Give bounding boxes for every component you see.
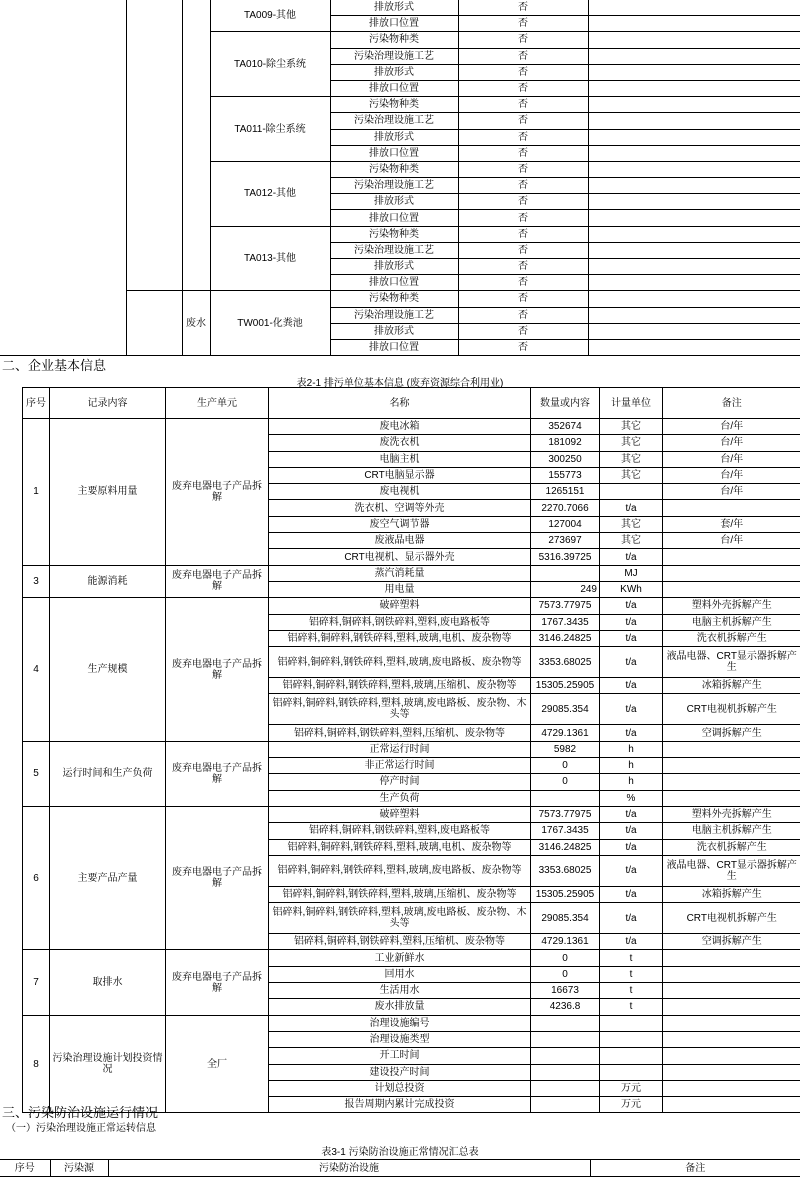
header-measure: 计量单位 — [600, 388, 663, 419]
item-quantity: 352674 — [531, 419, 600, 435]
item-remark — [663, 500, 800, 516]
group-content: 主要原料用量 — [50, 419, 166, 566]
item-name: 报告周期内累计完成投资 — [269, 1097, 531, 1113]
item-measure: 其它 — [600, 467, 663, 483]
group-no: 1 — [23, 419, 50, 566]
item-measure: t/a — [600, 725, 663, 741]
item-name: 生活用水 — [269, 983, 531, 999]
item-name: 非正常运行时间 — [269, 758, 531, 774]
item-quantity: 3146.24825 — [531, 839, 600, 855]
item-quantity: 7573.77975 — [531, 806, 600, 822]
item-remark: 液晶电器、CRT显示器拆解产生 — [663, 855, 800, 886]
item-measure — [600, 1015, 663, 1031]
item-measure: t/a — [600, 598, 663, 614]
item-remark — [663, 1015, 800, 1031]
item-remark — [663, 1080, 800, 1096]
item-remark: 洗衣机拆解产生 — [663, 630, 800, 646]
item-remark — [663, 741, 800, 757]
group-content: 主要产品产量 — [50, 806, 166, 949]
item-name: 铝碎料,铜碎料,钢铁碎料,塑料,废电路板等 — [269, 614, 531, 630]
item-name: 铝碎料,铜碎料,钢铁碎料,塑料,玻璃,废电路板、废杂物、木头等 — [269, 903, 531, 934]
item-measure: 其它 — [600, 419, 663, 435]
item-measure: t/a — [600, 886, 663, 902]
item-name: 废空气调节器 — [269, 516, 531, 532]
item-measure: 万元 — [600, 1080, 663, 1096]
item-quantity: 29085.354 — [531, 694, 600, 725]
water-label: 废水 — [182, 291, 210, 356]
item-remark — [663, 1048, 800, 1064]
item-measure — [600, 1048, 663, 1064]
item-measure: 其它 — [600, 533, 663, 549]
item-quantity: 2270.7066 — [531, 500, 600, 516]
item-name: 停产时间 — [269, 774, 531, 790]
item-remark: 空调拆解产生 — [663, 725, 800, 741]
item-name: 治理设施编号 — [269, 1015, 531, 1031]
item-quantity: 3353.68025 — [531, 647, 600, 678]
item-remark — [663, 966, 800, 982]
item-quantity: 0 — [531, 774, 600, 790]
item-measure: 其它 — [600, 451, 663, 467]
table-row — [23, 565, 800, 581]
group-no: 4 — [23, 598, 50, 741]
item-quantity: 7573.77975 — [531, 598, 600, 614]
item-measure: t — [600, 966, 663, 982]
item-name: 开工时间 — [269, 1048, 531, 1064]
item-quantity: 127004 — [531, 516, 600, 532]
header-remark: 备注 — [663, 388, 800, 419]
table-3-1-caption: 表3-1 污染防治设施正常情况汇总表 — [321, 1147, 479, 1158]
item-quantity — [531, 1048, 600, 1064]
header-no: 序号 — [0, 1160, 50, 1177]
item-measure: h — [600, 758, 663, 774]
item-quantity — [531, 790, 600, 806]
item-quantity: 3146.24825 — [531, 630, 600, 646]
group-no: 5 — [23, 741, 50, 806]
item-measure — [600, 1031, 663, 1047]
item-remark: 台/年 — [663, 419, 800, 435]
item-name: 计划总投资 — [269, 1080, 531, 1096]
item-name: 铝碎料,铜碎料,钢铁碎料,塑料,压缩机、废杂物等 — [269, 725, 531, 741]
item-name: 铝碎料,铜碎料,钢铁碎料,塑料,玻璃,电机、废杂物等 — [269, 839, 531, 855]
item-quantity: 300250 — [531, 451, 600, 467]
item-name: 铝碎料,铜碎料,钢铁碎料,塑料,玻璃,废电路板、废杂物等 — [269, 855, 531, 886]
basic-info-table — [22, 387, 800, 1113]
header-facility: 污染防治设施 — [108, 1160, 590, 1177]
item-remark: 空调拆解产生 — [663, 934, 800, 950]
item-remark: 台/年 — [663, 435, 800, 451]
item-quantity: 15305.25905 — [531, 678, 600, 694]
item-name: 铝碎料,铜碎料,钢铁碎料,塑料,废电路板等 — [269, 823, 531, 839]
item-name: 回用水 — [269, 966, 531, 982]
item-name: 废洗衣机 — [269, 435, 531, 451]
item-quantity: 1767.3435 — [531, 823, 600, 839]
item-measure: t/a — [600, 500, 663, 516]
item-name: 铝碎料,铜碎料,钢铁碎料,塑料,玻璃,压缩机、废杂物等 — [269, 886, 531, 902]
item-quantity — [531, 565, 600, 581]
item-quantity: 4729.1361 — [531, 934, 600, 950]
item-measure: 其它 — [600, 516, 663, 532]
item-remark — [663, 1097, 800, 1113]
item-measure: MJ — [600, 565, 663, 581]
item-name: 铝碎料,铜碎料,钢铁碎料,塑料,压缩机、废杂物等 — [269, 934, 531, 950]
item-quantity: 181092 — [531, 435, 600, 451]
item-name: 铝碎料,铜碎料,钢铁碎料,塑料,玻璃,电机、废杂物等 — [269, 630, 531, 646]
item-measure: t/a — [600, 903, 663, 934]
item-remark: 套/年 — [663, 516, 800, 532]
item-remark — [663, 1064, 800, 1080]
facility-name: TA009-其他 — [210, 0, 330, 32]
facility-name: TA012-其他 — [210, 161, 330, 226]
item-remark: 冰箱拆解产生 — [663, 886, 800, 902]
item-name: 蒸汽消耗量 — [269, 565, 531, 581]
table-row — [23, 598, 800, 614]
item-quantity — [531, 1015, 600, 1031]
item-quantity: 3353.68025 — [531, 855, 600, 886]
item-remark — [663, 950, 800, 966]
section-2-title: 二、企业基本信息 — [2, 358, 107, 373]
item-remark — [663, 790, 800, 806]
item-name: 废液晶电器 — [269, 533, 531, 549]
item-quantity: 15305.25905 — [531, 886, 600, 902]
item-remark: 台/年 — [663, 451, 800, 467]
group-no: 7 — [23, 950, 50, 1015]
item-remark — [663, 581, 800, 597]
item-measure: t/a — [600, 855, 663, 886]
item-quantity: 4236.8 — [531, 999, 600, 1015]
item-remark: CRT电视机拆解产生 — [663, 903, 800, 934]
item-remark: 冰箱拆解产生 — [663, 678, 800, 694]
item-name: 洗衣机、空调等外壳 — [269, 500, 531, 516]
item-quantity: 5316.39725 — [531, 549, 600, 565]
header-remark: 备注 — [590, 1160, 800, 1177]
group-no: 6 — [23, 806, 50, 949]
group-unit: 废弃电器电子产品拆解 — [166, 806, 269, 949]
group-unit: 废弃电器电子产品拆解 — [166, 598, 269, 741]
item-measure — [600, 1064, 663, 1080]
item-quantity — [531, 1064, 600, 1080]
facility-name: TA010-除尘系统 — [210, 32, 330, 97]
item-measure: t/a — [600, 694, 663, 725]
item-remark: 台/年 — [663, 533, 800, 549]
group-content: 运行时间和生产负荷 — [50, 741, 166, 806]
item-remark — [663, 1031, 800, 1047]
item-name: 废电视机 — [269, 484, 531, 500]
table-row — [23, 419, 800, 435]
item-measure: 其它 — [600, 435, 663, 451]
item-remark: CRT电视机拆解产生 — [663, 694, 800, 725]
item-quantity: 0 — [531, 966, 600, 982]
item-remark: 洗衣机拆解产生 — [663, 839, 800, 855]
item-quantity — [531, 1080, 600, 1096]
item-name: 用电量 — [269, 581, 531, 597]
facility-summary-table — [0, 1159, 800, 1177]
group-content: 污染治理设施计划投资情况 — [50, 1015, 166, 1113]
group-unit: 废弃电器电子产品拆解 — [166, 950, 269, 1015]
item-name: 正常运行时间 — [269, 741, 531, 757]
item-quantity: 29085.354 — [531, 903, 600, 934]
item-measure: t/a — [600, 614, 663, 630]
item-measure: t/a — [600, 549, 663, 565]
item-measure: t — [600, 950, 663, 966]
item-remark — [663, 549, 800, 565]
table-2-1-caption: 表2-1 排污单位基本信息 (废弃资源综合利用业) — [296, 378, 504, 389]
item-measure: t — [600, 983, 663, 999]
item-quantity: 4729.1361 — [531, 725, 600, 741]
item-name: 破碎塑料 — [269, 598, 531, 614]
item-measure: t/a — [600, 630, 663, 646]
item-quantity — [531, 1031, 600, 1047]
group-no: 3 — [23, 565, 50, 598]
item-quantity: 5982 — [531, 741, 600, 757]
facility-table: TA009-其他 排放形式 否 排放口位置 否 TA010-除尘系统 污染物种类 否 污染治理设施工艺 否 排放形式 否 排放口位置 否 TA011-除尘系统 污染物种类 否 污染治理设施工艺 否 排放形式 否 排放口位置 否 TA012-其他 污染物种类 否 污染治理设施工艺 否 排放形式 否 排放口位置 否 TA013-其他 污染物种类 否 污染治理设施工艺 否 排放形式 否 排放口位置 否 废水 TW001-化粪池 污染物种类 否 污染治理设施工艺 否 排放形式 否 排放口位置 否 — [0, 0, 800, 356]
group-unit: 废弃电器电子产品拆解 — [166, 565, 269, 598]
section-3-subtitle: （一）污染治理设施正常运转信息 — [6, 1123, 156, 1134]
group-no: 8 — [23, 1015, 50, 1113]
item-measure: t — [600, 999, 663, 1015]
item-name: 工业新鲜水 — [269, 950, 531, 966]
item-name: 废水排放量 — [269, 999, 531, 1015]
item-quantity: 0 — [531, 950, 600, 966]
item-name: CRT电视机、显示器外壳 — [269, 549, 531, 565]
item-measure: t/a — [600, 823, 663, 839]
section-3-title: 三、污染防治设施运行情况 — [2, 1105, 159, 1120]
item-remark: 液晶电器、CRT显示器拆解产生 — [663, 647, 800, 678]
item-remark — [663, 983, 800, 999]
item-measure — [600, 484, 663, 500]
header-name: 名称 — [269, 388, 531, 419]
item-measure: t/a — [600, 839, 663, 855]
group-unit: 废弃电器电子产品拆解 — [166, 419, 269, 566]
item-quantity: 1265151 — [531, 484, 600, 500]
table-row — [23, 1015, 800, 1031]
facility-name: TW001-化粪池 — [210, 291, 330, 356]
item-measure: h — [600, 774, 663, 790]
item-remark — [663, 758, 800, 774]
item-remark — [663, 999, 800, 1015]
item-remark — [663, 774, 800, 790]
item-name: 铝碎料,铜碎料,钢铁碎料,塑料,玻璃,压缩机、废杂物等 — [269, 678, 531, 694]
item-name: 废电冰箱 — [269, 419, 531, 435]
header-quantity: 数量或内容 — [531, 388, 600, 419]
item-remark: 电脑主机拆解产生 — [663, 614, 800, 630]
group-unit: 废弃电器电子产品拆解 — [166, 741, 269, 806]
item-measure: % — [600, 790, 663, 806]
item-remark: 塑料外壳拆解产生 — [663, 806, 800, 822]
group-content: 能源消耗 — [50, 565, 166, 598]
facility-name: TA011-除尘系统 — [210, 97, 330, 162]
table-row — [23, 806, 800, 822]
item-measure: t/a — [600, 806, 663, 822]
header-content: 记录内容 — [50, 388, 166, 419]
item-remark: 台/年 — [663, 467, 800, 483]
item-quantity: 16673 — [531, 983, 600, 999]
header-unit: 生产单元 — [166, 388, 269, 419]
item-name: 破碎塑料 — [269, 806, 531, 822]
header-source: 污染源 — [50, 1160, 108, 1177]
table-row — [23, 950, 800, 966]
item-remark: 塑料外壳拆解产生 — [663, 598, 800, 614]
item-quantity: 1767.3435 — [531, 614, 600, 630]
item-remark: 台/年 — [663, 484, 800, 500]
item-remark: 电脑主机拆解产生 — [663, 823, 800, 839]
item-measure: 万元 — [600, 1097, 663, 1113]
item-name: 铝碎料,铜碎料,钢铁碎料,塑料,玻璃,废电路板、废杂物、木头等 — [269, 694, 531, 725]
item-name: 建设投产时间 — [269, 1064, 531, 1080]
item-measure: h — [600, 741, 663, 757]
item-measure: t/a — [600, 647, 663, 678]
item-name: 铝碎料,铜碎料,钢铁碎料,塑料,玻璃,废电路板、废杂物等 — [269, 647, 531, 678]
item-quantity: 273697 — [531, 533, 600, 549]
group-content: 取排水 — [50, 950, 166, 1015]
item-quantity — [531, 1097, 600, 1113]
facility-name: TA013-其他 — [210, 226, 330, 291]
item-measure: t/a — [600, 934, 663, 950]
item-name: 生产负荷 — [269, 790, 531, 806]
group-content: 生产规模 — [50, 598, 166, 741]
item-quantity: 249 — [531, 581, 600, 597]
item-name: CRT电脑显示器 — [269, 467, 531, 483]
item-remark — [663, 565, 800, 581]
item-quantity: 0 — [531, 758, 600, 774]
group-unit: 全厂 — [166, 1015, 269, 1113]
item-name: 治理设施类型 — [269, 1031, 531, 1047]
item-measure: KWh — [600, 581, 663, 597]
item-name: 电脑主机 — [269, 451, 531, 467]
header-no: 序号 — [23, 388, 50, 419]
table-row — [23, 741, 800, 757]
item-measure: t/a — [600, 678, 663, 694]
item-quantity: 155773 — [531, 467, 600, 483]
